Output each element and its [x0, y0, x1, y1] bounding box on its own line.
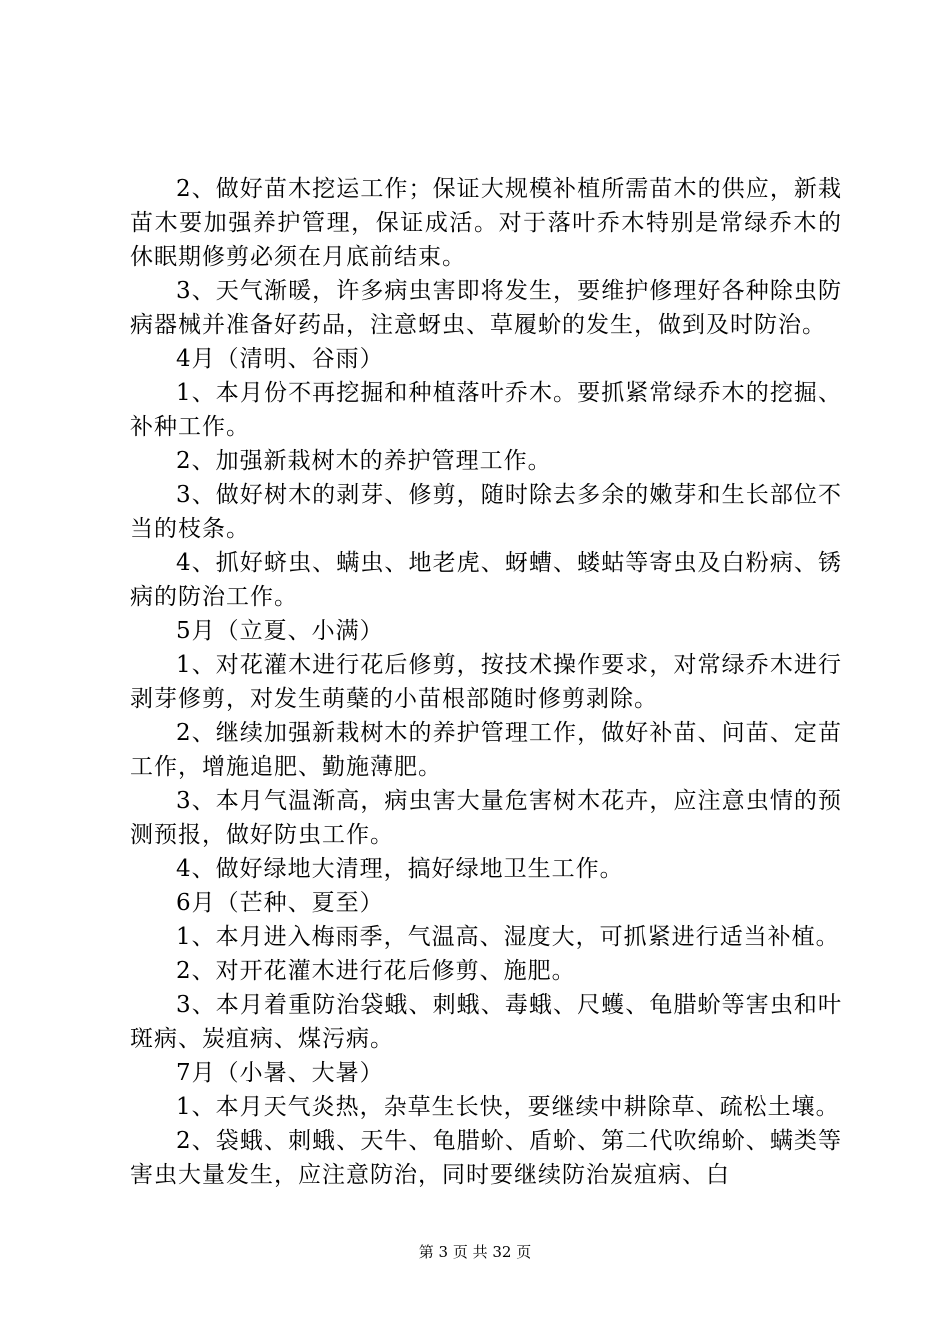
page-number-footer: 第 3 页 共 32 页: [418, 1243, 532, 1261]
paragraph-10: 2、继续加强新栽树木的养护管理工作，做好补苗、问苗、定苗工作，增施追肥、勤施薄肥。: [130, 720, 842, 780]
paragraph-1: 2、做好苗木挖运工作；保证大规模补植所需苗木的供应，新栽苗木要加强养护管理，保证成活。对于落叶乔木特别是常绿乔木的休眠期修剪必须在月底前结束。: [130, 176, 842, 270]
paragraph-16: 3、本月着重防治袋蛾、刺蛾、毒蛾、尺蠖、龟腊蚧等害虫和叶斑病、炭疽病、煤污病。: [130, 992, 842, 1052]
paragraph-7: 4、抓好蛴虫、螨虫、地老虎、蚜螬、蝼蛄等寄虫及白粉病、锈病的防治工作。: [130, 550, 842, 610]
section-heading-june: 6月（芒种、夏至）: [176, 890, 384, 916]
paragraph-18: 1、本月天气炎热，杂草生长快，要继续中耕除草、疏松土壤。: [176, 1094, 840, 1120]
paragraph-4: 1、本月份不再挖掘和种植落叶乔木。要抓紧常绿乔木的挖掘、补种工作。: [130, 380, 842, 440]
paragraph-9: 1、对花灌木进行花后修剪，按技术操作要求，对常绿乔木进行剥芽修剪，对发生萌蘖的小苗根部随时修剪剥除。: [130, 652, 842, 712]
section-heading-july: 7月（小暑、大暑）: [176, 1060, 384, 1086]
paragraph-15: 2、对开花灌木进行花后修剪、施肥。: [176, 958, 576, 984]
paragraph-14: 1、本月进入梅雨季，气温高、湿度大，可抓紧进行适当补植。: [176, 924, 840, 950]
paragraph-11: 3、本月气温渐高，病虫害大量危害树木花卉，应注意虫情的预测预报，做好防虫工作。: [130, 788, 842, 848]
paragraph-12: 4、做好绿地大清理，搞好绿地卫生工作。: [176, 856, 624, 882]
paragraph-6: 3、做好树木的剥芽、修剪，随时除去多余的嫩芽和生长部位不当的枝条。: [130, 482, 842, 542]
paragraph-5: 2、加强新栽树木的养护管理工作。: [176, 448, 552, 474]
section-heading-april: 4月（清明、谷雨）: [176, 346, 384, 372]
paragraph-2: 3、天气渐暖，许多病虫害即将发生，要维护修理好各种除虫防病器械并准备好药品，注意蚜虫、草履蚧的发生，做到及时防治。: [130, 278, 842, 338]
document-body: [130, 172, 842, 1188]
paragraph-19: 2、袋蛾、刺蛾、天牛、龟腊蚧、盾蚧、第二代吹绵蚧、螨类等害虫大量发生，应注意防治，同时要继续防治炭疽病、白: [130, 1128, 842, 1188]
section-heading-may: 5月（立夏、小满）: [176, 618, 384, 644]
